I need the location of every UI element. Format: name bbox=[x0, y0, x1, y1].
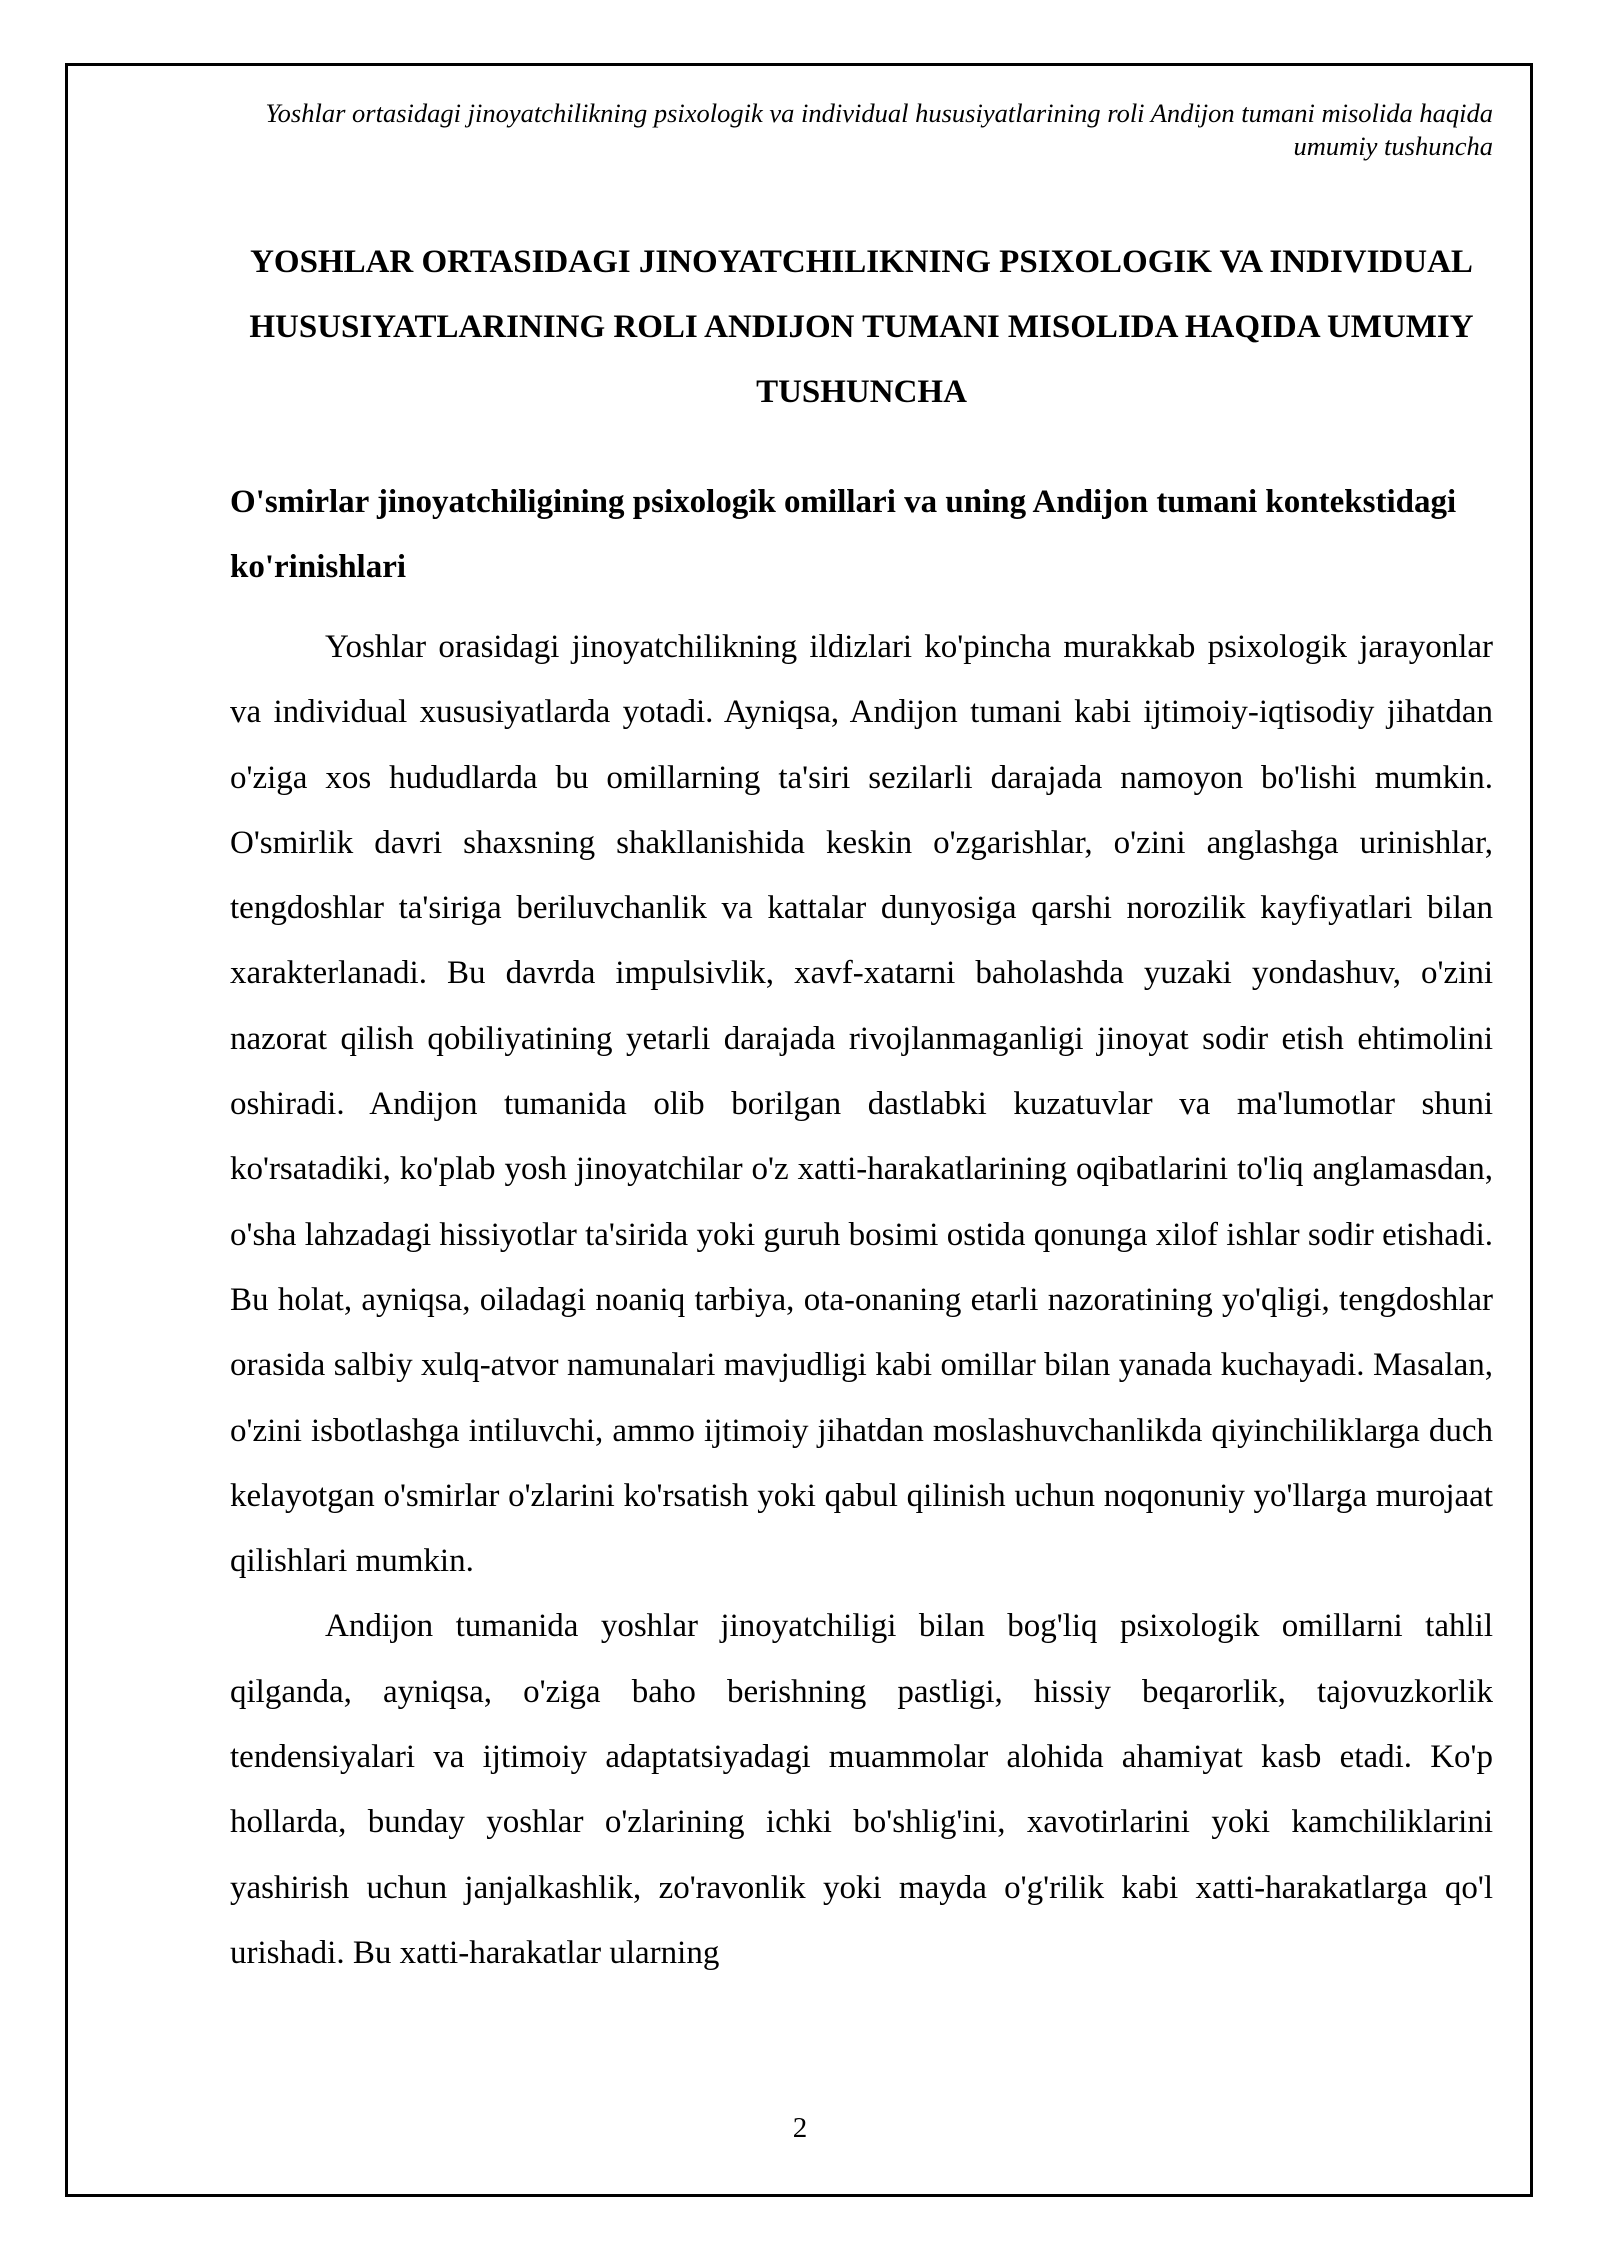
document-title: YOSHLAR ORTASIDAGI JINOYATCHILIKNING PSIXOLOGIK VA INDIVIDUAL HUSUSIYATLARINING ROLI ANDIJON TUMANI MISOLIDA HAQIDA UMUMIY TUSHUNCHA bbox=[249, 244, 1474, 410]
page-number: 2 bbox=[792, 2112, 808, 2144]
section-heading: O'smirlar jinoyatchiligining psixologik omillari va uning Andijon tumani kontekstidagi ko'rinishlari bbox=[230, 484, 1457, 585]
paragraph-1: Yoshlar orasidagi jinoyatchilikning ildizlari ko'pincha murakkab psixologik jarayonlar va individual xususiyatlarda yotadi. Ayniqsa, Andijon tumani kabi ijtimoiy-iqtisodiy jihatdan o'ziga xos hududlarda bu omillarning ta'siri sezilarli darajada namoyon bo'lishi mumkin. O'smirlik davri shaxsning shakllanishida keskin o'zgarishlar, o'zini anglashga urinishlar, tengdoshlar ta'siriga beriluvchanlik va kattalar dunyosiga qarshi norozilik kayfiyatlari bilan xarakterlanadi. Bu davrda impulsivlik, xavf-xatarni baholashda yuzaki yondashuv, o'zini nazorat qilish qobiliyatining yetarli darajada rivojlanmaganligi jinoyat sodir etish ehtimolini oshiradi. Andijon tumanida olib borilgan dastlabki kuzatuvlar va ma'lumotlar shuni ko'rsatadiki, ko'plab yosh jinoyatchilar o'z xatti-harakatlarining oqibatlarini to'liq anglamasdan, o'sha lahzadagi hissiyotlar ta'sirida yoki guruh bosimi ostida qonunga xilof ishlar sodir etishadi. Bu holat, ayniqsa, oiladagi noaniq tarbiya, ota-onaning etarli nazoratining yo'qligi, tengdoshlar orasida salbiy xulq-atvor namunalari mavjudligi kabi omillar bilan yanada kuchayadi. Masalan, o'zini isbotlashga intiluvchi, ammo ijtimoiy jihatdan moslashuvchanlikda qiyinchiliklarga duch kelayotgan o'smirlar o'zlarini ko'rsatish yoki qabul qilinish uchun noqonuniy yo'llarga murojaat qilishlari mumkin. bbox=[230, 629, 1493, 1580]
paragraph-2: Andijon tumanida yoshlar jinoyatchiligi bilan bog'liq psixologik omillarni tahlil qilganda, ayniqsa, o'ziga baho berishning pastligi, hissiy beqarorlik, tajovuzkorlik tendensiyalari va ijtimoiy adaptatsiyadagi muammolar alohida ahamiyat kasb etadi. Ko'p hollarda, bunday yoshlar o'zlarining ichki bo'shlig'ini, xavotirlarini yoki kamchiliklarini yashirish uchun janjalkashlik, zo'ravonlik yoki mayda o'g'rilik kabi xatti-harakatlarga qo'l urishadi. Bu xatti-harakatlar ularning bbox=[230, 1608, 1493, 1971]
running-header: Yoshlar ortasidagi jinoyatchilikning psixologik va individual hususiyatlarining roli Andijon tumani misolida haqida umumiy tushuncha bbox=[265, 98, 1493, 161]
body-text bbox=[230, 615, 1493, 1986]
